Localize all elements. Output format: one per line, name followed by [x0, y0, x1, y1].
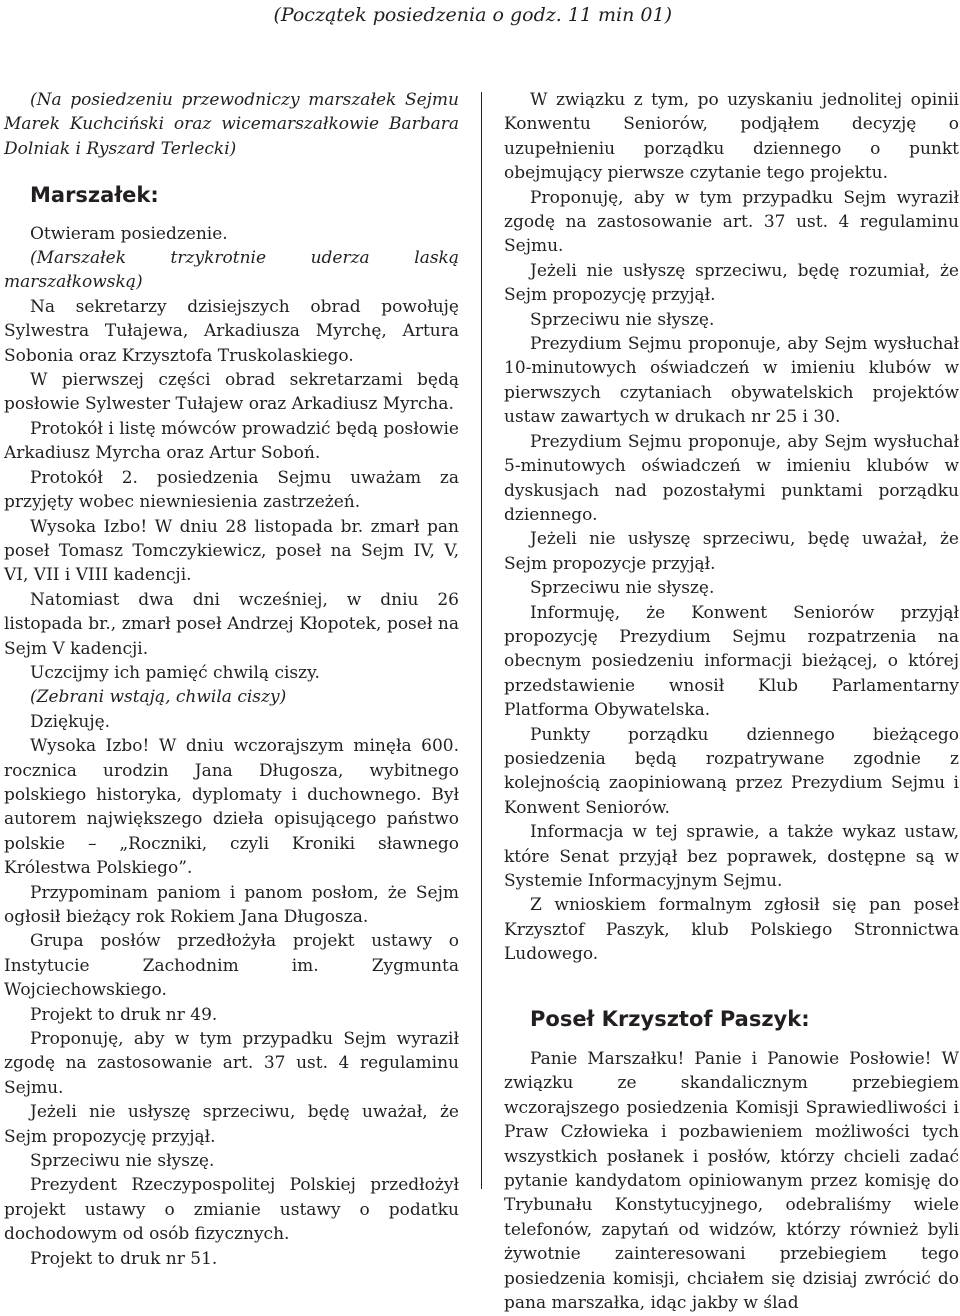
paragraph: Sprzeciwu nie słyszę. [530, 309, 715, 330]
paragraph: Prezydium Sejmu proponuje, aby Sejm wysłuchał 10-minutowych oświadczeń w imieniu klubów w pierwszych czytaniach obywatelskich projektów ustaw zawartych w drukach nr 25 i 30. [504, 334, 959, 428]
paragraph: Sprzeciwu nie słyszę. [30, 1151, 215, 1172]
paragraph: Informacja w tej sprawie, a także wykaz ustaw, które Senat przyjął bez poprawek, dostępne są w Systemie Informacyjnym Sejmu. [504, 822, 959, 891]
paragraph: Punkty porządku dziennego bieżącego posiedzenia będą rozpatrywane zgodnie z kolejnością zaopiniowaną przez Prezydium Sejmu i Konwent Seniorów. [504, 724, 959, 818]
paragraph: Panie Marszałku! Panie i Panowie Posłowie! W związku ze skandalicznym przebiegiem wczorajszego posiedzenia Komisji Sprawiedliwości i Praw Człowieka i pozbawieniem możliwości tych wszystkich posłanek i posłów, którzy chcieli zadać pytanie kandydatom opiniowanym przez komisję do Trybunału Konstytucyjnego, odebraliśmy wiele telefonów, zapytań od widzów, którzy również byli żywotnie zainteresowani przebiegiem tego posiedzenia komisji, chciałem się dzisiaj zwrócić do pana marszałka, idąc jakby w ślad [504, 1049, 959, 1314]
paragraph: Proponuję, aby w tym przypadku Sejm wyraził zgodę na zastosowanie art. 37 ust. 4 regulaminu Sejmu. [504, 187, 959, 257]
session-start-note: (Początek posiedzenia o godz. 11 min 01) [273, 4, 672, 26]
paragraph: Jeżeli nie usłyszę sprzeciwu, będę uważał, że Sejm propozycję przyjął. [4, 1102, 459, 1147]
paragraph: Proponuję, aby w tym przypadku Sejm wyraził zgodę na zastosowanie art. 37 ust. 4 regulaminu Sejmu. [4, 1029, 459, 1098]
paragraph: Wysoka Izbo! W dniu 28 listopada br. zmarł pan poseł Tomasz Tomczykiewicz, poseł na Sejm IV, V, VI, VII i VIII kadencji. [4, 516, 459, 586]
stage-direction: (Marszałek trzykrotnie uderza laską marszałkowską) [4, 248, 459, 293]
speaker-heading-marshal: Marszałek: [30, 183, 159, 208]
paragraph: Otwieram posiedzenie. [30, 223, 228, 244]
paragraph: Protokół 2. posiedzenia Sejmu uważam za przyjęty wobec niewniesienia zastrzeżeń. [4, 467, 459, 513]
right-column [504, 88, 959, 1316]
paragraph: Projekt to druk nr 51. [30, 1248, 218, 1269]
paragraph: Na sekretarzy dzisiejszych obrad powołuję Sylwestra Tułajewa, Arkadiusza Myrchę, Artura Sobonia oraz Krzysztofa Truskolaskiego. [4, 296, 459, 366]
stage-direction: (Zebrani wstają, chwila ciszy) [30, 687, 287, 708]
paragraph: Grupa posłów przedłożyła projekt ustawy o Instytucie Zachodnim im. Zygmunta Wojciechowskiego. [4, 931, 459, 1001]
paragraph: Informuję, że Konwent Seniorów przyjął propozycję Prezydium Sejmu rozpatrzenia na obecnym posiedzeniu informacji bieżącej, o której przedstawienie wnosił Klub Parlamentarny Platforma Obywatelska. [504, 602, 959, 721]
paragraph: Jeżeli nie usłyszę sprzeciwu, będę rozumiał, że Sejm propozycję przyjął. [504, 260, 959, 306]
paragraph: Protokół i listę mówców prowadzić będą posłowie Arkadiusz Myrcha oraz Artur Soboń. [4, 418, 459, 464]
column-divider [481, 92, 482, 1189]
paragraph: W pierwszej części obrad sekretarzami będą posłowie Sylwester Tułajew oraz Arkadiusz Myrcha. [4, 370, 459, 415]
presiding-note: (Na posiedzeniu przewodniczy marszałek Sejmu Marek Kuchciński oraz wicemarszałkowie Barbara Dolniak i Ryszard Terlecki) [4, 90, 459, 159]
paragraph: Wysoka Izbo! W dniu wczorajszym minęła 600. rocznica urodzin Jana Długosza, wybitnego polskiego historyka, dyplomaty i duchownego. Był autorem największego dzieła opisującego państwo polskie – „Roczniki, czyli Kroniki sławnego Królestwa Polskiego”. [4, 736, 459, 879]
paragraph: Sprzeciwu nie słyszę. [530, 578, 715, 599]
paragraph: Prezydent Rzeczypospolitej Polskiej przedłożył projekt ustawy o zmianie ustawy o podatku dochodowym od osób fizycznych. [4, 1175, 459, 1245]
left-column [4, 88, 459, 1271]
paragraph: Natomiast dwa dni wcześniej, w dniu 26 listopada br., zmarł poseł Andrzej Kłopotek, poseł na Sejm V kadencji. [4, 589, 459, 659]
paragraph: Przypominam paniom i panom posłom, że Sejm ogłosił bieżący rok Rokiem Jana Długosza. [4, 882, 459, 927]
paragraph: Jeżeli nie usłyszę sprzeciwu, będę uważał, że Sejm propozycje przyjął. [504, 529, 959, 574]
paragraph: Dziękuję. [30, 711, 111, 732]
speaker-heading-paszyk: Poseł Krzysztof Paszyk: [530, 1006, 810, 1031]
paragraph: Projekt to druk nr 49. [30, 1004, 218, 1025]
paragraph: Z wnioskiem formalnym zgłosił się pan poseł Krzysztof Paszyk, klub Polskiego Stronnictwa Ludowego. [504, 895, 959, 965]
paragraph: Prezydium Sejmu proponuje, aby Sejm wysłuchał 5-minutowych oświadczeń w imieniu klubów w dyskusjach nad pozostałymi punktami porządku dziennego. [504, 431, 959, 525]
paragraph: Uczcijmy ich pamięć chwilą ciszy. [30, 662, 320, 683]
paragraph: W związku z tym, po uzyskaniu jednolitej opinii Konwentu Seniorów, podjąłem decyzję o uzupełnieniu porządku dziennego o punkt obejmujący pierwsze czytanie tego projektu. [504, 90, 959, 184]
